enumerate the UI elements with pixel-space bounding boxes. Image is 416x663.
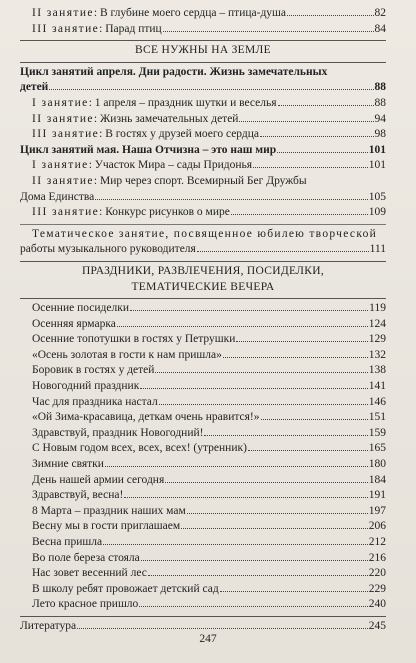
session-label: II занятие [32,112,94,125]
entry-page: 240 [368,598,386,611]
entry-page: 98 [374,128,386,141]
session-label: III занятие [32,206,100,219]
may-sessions [20,158,386,189]
entry-page: 138 [368,364,386,377]
entry-title: : Конкурс рисунков о мире [99,206,230,219]
leader-dots [204,435,367,436]
entry-title: 8 Марта – праздник наших мам [32,504,186,517]
entry-title: Новогодний праздник [32,380,140,393]
toc-entry [32,301,386,317]
session-label: II занятие [32,174,94,187]
leader-dots [49,89,373,90]
toc-entry [32,426,386,442]
toc-entry [32,519,386,535]
toc-entry [32,332,386,348]
toc-entry [32,22,386,38]
entry-title: Здравствуй, весна! [32,489,124,502]
leader-dots [103,544,368,545]
toc-entry [32,6,386,22]
session-label: I занятие [32,96,89,109]
entry-title: В школу ребят провожает детский сад [32,582,219,595]
entry-page: 146 [368,395,386,408]
entry-page: 111 [369,243,386,256]
leader-dots [105,466,368,467]
entry-title: Боровик в гостях у детей [32,364,155,377]
entry-title: Дома Единства [20,190,95,203]
entry-title: Осенняя ярмарка [32,317,116,330]
leader-dots [117,326,368,327]
leader-dots [220,591,368,592]
entry-page: 206 [368,520,386,533]
entry-title: работы музыкального руководителя [20,243,196,256]
entry-title: : Парад птиц [99,22,162,35]
toc-entry [32,317,386,333]
toc-entry [32,379,386,395]
entry-page: 141 [368,380,386,393]
leader-dots [261,419,368,420]
entry-page: 220 [368,567,386,580]
toc-entry [32,205,386,221]
entry-page: 159 [368,426,386,439]
toc-entry [32,597,386,613]
toc-entry [20,143,386,159]
entry-title: Здравствуй, праздник Новогодний! [32,426,204,439]
divider [20,616,386,617]
leader-dots [130,310,368,311]
holiday-list [20,301,386,613]
leader-dots [124,497,367,498]
entry-title: : 1 апреля – праздник шутки и веселья [88,96,277,109]
entry-page: 245 [368,619,386,632]
entry-title: «Осень золотая в гости к нам пришла» [32,348,222,361]
toc-entry [32,96,386,112]
entry-page: 151 [368,411,386,424]
leader-dots [260,136,373,137]
toc-entry [32,457,386,473]
toc-entry [32,504,386,520]
divider [20,261,386,262]
session-label: II занятие [32,7,94,19]
divider [20,224,386,225]
entry-title: Лето красное пришло [32,598,139,611]
entry-title: детей [20,81,49,94]
leader-dots [148,575,368,576]
toc-entry [32,535,386,551]
toc-entry-line [32,174,386,190]
leader-dots [278,105,374,106]
entry-title: Во поле береза стояла [32,551,140,564]
entry-page: 82 [374,7,386,19]
leader-dots [95,199,367,200]
entry-title: Зимние святки [32,458,104,471]
entry-page: 88 [374,81,386,94]
toc-entry [32,582,386,598]
session-label: I занятие [32,159,89,172]
toc-entry [32,566,386,582]
entry-page: 105 [368,190,386,203]
themed-title: Тематическое занятие, посвященное юбилею творческой [32,227,378,240]
leader-dots [141,560,368,561]
toc-entry [32,410,386,426]
leader-dots [155,372,367,373]
toc-entry [32,348,386,364]
entry-page: 180 [368,458,386,471]
leader-dots [287,15,373,16]
toc-entry [32,441,386,457]
toc-entry [20,190,386,206]
entry-page: 124 [368,317,386,330]
entry-title: Час для праздника настал [32,395,158,408]
leader-dots [197,251,369,252]
entry-title: : В гостях у друзей моего сердца [99,128,260,141]
entry-page: 94 [374,112,386,125]
entry-title: Осенние посиделки [32,302,129,315]
leader-dots [277,152,368,153]
leader-dots [187,513,368,514]
entry-page: 101 [368,159,386,172]
april-sessions [20,96,386,143]
entry-page: 129 [368,333,386,346]
leader-dots [163,31,374,32]
entry-title: «Ой Зима-красавица, деткам очень нравится!» [32,411,260,424]
session-label: III занятие [32,22,100,35]
entry-title: Весну мы в гости приглашаем [32,520,181,533]
section-heading: ВСЕ НУЖНЫ НА ЗЕМЛЕ [135,44,271,57]
leader-dots [77,628,368,629]
entry-title: День нашей армии сегодня [32,473,165,486]
entry-page: 88 [374,96,386,109]
leader-dots [253,167,368,168]
entry-page: 229 [368,582,386,595]
leader-dots [236,341,367,342]
entry-page: 197 [368,504,386,517]
leader-dots [223,357,368,358]
entry-page: 212 [368,536,386,548]
entry-title: С Новым годом всех, всех, всех! (утренник) [32,442,247,455]
entry-page: 216 [368,551,386,564]
toc-entry [20,80,386,96]
top-entries [20,6,386,37]
leader-dots [181,528,368,529]
leader-dots [139,606,367,607]
leader-dots [159,404,368,405]
session-label: III занятие [32,128,100,141]
divider [20,62,386,63]
entry-title: : Жизнь замечательных детей [93,112,239,125]
entry-page: 165 [368,442,386,455]
toc-entry [32,395,386,411]
divider [20,298,386,299]
toc-entry [32,488,386,504]
cycle-title-april: Цикл занятий апреля. Дни радости. Жизнь замечательных [20,65,328,78]
toc-entry [32,112,386,128]
entry-page: 101 [368,143,386,156]
entry-title: Литература [20,619,77,632]
entry-page: 109 [368,206,386,219]
leader-dots [231,214,368,215]
section-heading: ПРАЗДНИКИ, РАЗВЛЕЧЕНИЯ, ПОСИДЕЛКИ, [81,264,325,277]
leader-dots [140,388,367,389]
section-heading: ТЕМАТИЧЕСКИЕ ВЕЧЕРА [131,280,275,293]
entry-title: Весна пришла [32,536,103,548]
entry-page: 119 [369,302,386,315]
toc-entry [32,551,386,567]
toc-entry [32,363,386,379]
toc-entry [32,127,386,143]
leader-dots [248,450,368,451]
leader-dots [165,482,368,483]
toc-entry [32,158,386,174]
leader-dots [239,121,373,122]
entry-title: : Участок Мира – сады Придонья [88,159,253,172]
page-number: 247 [199,633,217,645]
cycle-title-may: Цикл занятий мая. Наша Отчизна – это наш мир [20,143,277,156]
toc-entry [20,242,386,258]
entry-title: : Мир через спорт. Всемирный Бег Дружбы [93,174,307,187]
entry-page: 84 [374,22,386,35]
entry-page: 132 [368,348,386,361]
entry-title: Нас зовет весенний лес [32,567,147,580]
entry-title: : В глубине моего сердца – птица-душа [93,7,287,19]
divider [20,40,386,41]
entry-title: Осенние топотушки в гостях у Петрушки [32,333,236,346]
entry-page: 184 [368,473,386,486]
toc-entry [32,473,386,489]
entry-page: 191 [368,489,386,502]
